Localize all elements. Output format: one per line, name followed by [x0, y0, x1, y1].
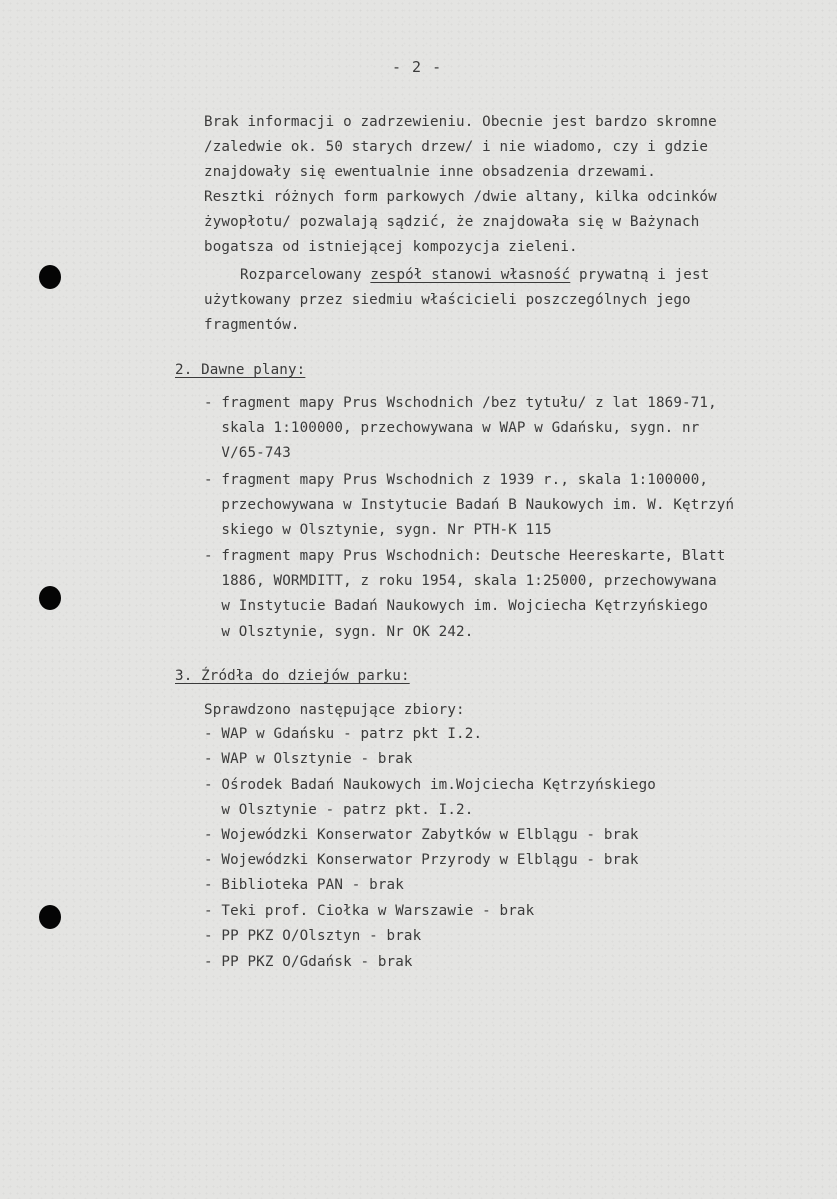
text-line: użytkowany przez siedmiu właścicieli poszczególnych jego — [204, 292, 691, 308]
list-line: skiego w Olsztynie, sygn. Nr PTH-K 115 — [204, 522, 552, 538]
list-line: - Ośrodek Badań Naukowych im.Wojciecha Kętrzyńskiego — [204, 777, 656, 793]
list-line: skala 1:100000, przechowywana w WAP w Gdańsku, sygn. nr — [204, 420, 700, 436]
list-line: - fragment mapy Prus Wschodnich: Deutsche Heereskarte, Blatt — [204, 548, 726, 564]
text-line: znajdowały się ewentualnie inne obsadzenia drzewami. — [204, 164, 656, 180]
text-line: Resztki różnych form parkowych /dwie altany, kilka odcinków — [204, 189, 717, 205]
list-line: - WAP w Gdańsku - patrz pkt I.2. — [204, 726, 483, 742]
list-line: Sprawdzono następujące zbiory: — [204, 702, 465, 718]
punch-hole — [39, 586, 61, 610]
list-line: w Olsztynie, sygn. Nr OK 242. — [204, 624, 474, 640]
list-line: V/65-743 — [204, 445, 291, 461]
text-line: bogatsza od istniejącej kompozycja zieleni. — [204, 239, 578, 255]
list-line: 1886, WORMDITT, z roku 1954, skala 1:25000, przechowywana — [204, 573, 717, 589]
list-line: w Olsztynie - patrz pkt. I.2. — [204, 802, 474, 818]
list-line: - WAP w Olsztynie - brak — [204, 751, 413, 767]
text-fragment: Rozparcelowany — [240, 267, 371, 283]
list-line: przechowywana w Instytucie Badań B Naukowych im. W. Kętrzyń — [204, 497, 735, 513]
list-line: - fragment mapy Prus Wschodnich /bez tytułu/ z lat 1869-71, — [204, 395, 717, 411]
list-line: - PP PKZ O/Olsztyn - brak — [204, 928, 422, 944]
list-line: - Wojewódzki Konserwator Zabytków w Elblągu - brak — [204, 827, 639, 843]
list-line: - Wojewódzki Konserwator Przyrody w Elblągu - brak — [204, 852, 639, 868]
list-line: w Instytucie Badań Naukowych im. Wojciecha Kętrzyńskiego — [204, 598, 709, 614]
list-line: - PP PKZ O/Gdańsk - brak — [204, 954, 413, 970]
list-line: - Biblioteka PAN - brak — [204, 877, 404, 893]
text-line — [240, 263, 709, 288]
text-line: fragmentów. — [204, 317, 300, 333]
section-heading: 3. Źródła do dziejów parku: — [175, 668, 410, 684]
punch-hole — [39, 265, 61, 289]
text-line: żywopłotu/ pozwalają sądzić, że znajdowała się w Bażynach — [204, 214, 700, 230]
text-line: Brak informacji o zadrzewieniu. Obecnie jest bardzo skromne — [204, 114, 717, 130]
punch-hole — [39, 905, 61, 929]
text-fragment: prywatną i jest — [570, 267, 710, 283]
list-line: - Teki prof. Ciołka w Warszawie - brak — [204, 903, 535, 919]
underlined-phrase: zespół stanowi własność — [370, 267, 571, 283]
page-number: - 2 - — [392, 58, 443, 76]
list-line: - fragment mapy Prus Wschodnich z 1939 r., skala 1:100000, — [204, 472, 709, 488]
section-heading: 2. Dawne plany: — [175, 362, 306, 378]
text-line: /zaledwie ok. 50 starych drzew/ i nie wiadomo, czy i gdzie — [204, 139, 709, 155]
